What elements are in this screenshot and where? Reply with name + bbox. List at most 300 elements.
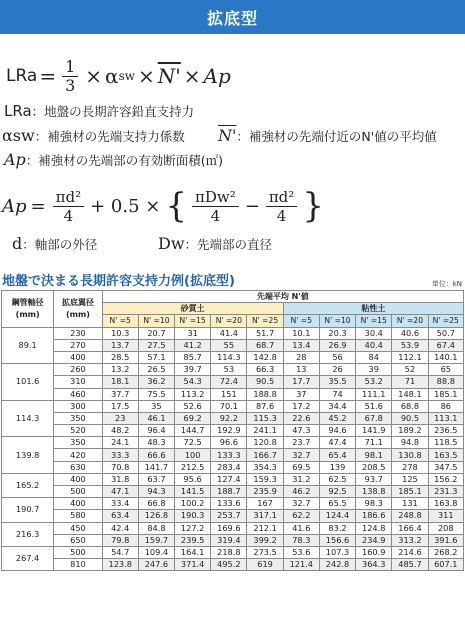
def-d-symbol: d: [12, 234, 23, 253]
capacity-cell: 485.7: [392, 559, 428, 571]
wing-diameter-cell: 400: [54, 498, 102, 510]
wing-diameter-cell: 460: [54, 388, 102, 400]
capacity-cell: 123.8: [102, 559, 138, 571]
capacity-cell: 248.8: [392, 510, 428, 522]
capacity-cell: 96.6: [211, 437, 247, 449]
capacity-cell: 115.3: [247, 412, 283, 424]
def-dw-symbol: Dw: [158, 234, 185, 253]
capacity-cell: 85.7: [175, 351, 211, 363]
capacity-cell: 53.9: [392, 339, 428, 351]
table-row: [2, 351, 464, 363]
capacity-cell: 208.5: [356, 461, 392, 473]
capacity-cell: 235.9: [247, 486, 283, 498]
capacity-cell: 10.1: [283, 327, 319, 339]
capacity-cell: 35.5: [319, 376, 355, 388]
capacity-cell: 71.1: [356, 437, 392, 449]
capacity-cell: 18.1: [102, 376, 138, 388]
capacity-cell: 212.5: [175, 461, 211, 473]
capacity-cell: 120.8: [247, 437, 283, 449]
header-sand-n3: N' =15: [175, 315, 211, 327]
capacity-cell: 192.9: [211, 425, 247, 437]
def-d: [12, 234, 97, 253]
header-n-group: 先端平均 N'値: [102, 291, 463, 303]
header-clay-n3: N' =15: [356, 315, 392, 327]
def-ap-text: ：補強材の先端部の有効断面積(㎡): [25, 153, 224, 168]
capacity-cell: 391.6: [428, 534, 463, 546]
capacity-cell: 26: [319, 364, 355, 376]
capacity-cell: 20.7: [138, 327, 174, 339]
times-sign-1: ×: [85, 64, 103, 88]
capacity-cell: 20.3: [319, 327, 355, 339]
capacity-cell: 65.5: [319, 498, 355, 510]
fraction-denominator: 3: [65, 75, 76, 95]
table-row: [2, 364, 464, 376]
formula2-f1-num: πd²: [53, 188, 84, 207]
capacity-cell: 109.4: [138, 546, 174, 558]
def-dw: [158, 234, 272, 253]
ap-symbol: Ap: [203, 64, 231, 88]
capacity-cell: 141.9: [356, 425, 392, 437]
wing-diameter-cell: 500: [54, 546, 102, 558]
formula2-f3-den: 4: [276, 206, 287, 225]
capacity-cell: 37.7: [102, 388, 138, 400]
capacity-cell: 90.5: [247, 376, 283, 388]
formula-lhs: LRa: [6, 66, 38, 86]
capacity-cell: 62.5: [319, 473, 355, 485]
capacity-cell: 278: [392, 461, 428, 473]
capacity-cell: 98.1: [356, 449, 392, 461]
wing-diameter-cell: 400: [54, 351, 102, 363]
def-ap: [4, 150, 223, 169]
header-sand: 砂質土: [102, 303, 283, 315]
def-ap-symbol: Ap: [4, 150, 26, 169]
table-row: [2, 339, 464, 351]
capacity-cell: 45.2: [319, 412, 355, 424]
capacity-cell: 53.2: [356, 376, 392, 388]
capacity-cell: 188.7: [211, 486, 247, 498]
capacity-cell: 151: [211, 388, 247, 400]
capacity-cell: 87.6: [247, 400, 283, 412]
capacity-cell: 71: [392, 376, 428, 388]
capacity-cell: 51.7: [247, 327, 283, 339]
capacity-cell: 354.3: [247, 461, 283, 473]
capacity-cell: 319.4: [211, 534, 247, 546]
capacity-cell: 218.8: [211, 546, 247, 558]
capacity-cell: 42.4: [102, 522, 138, 534]
capacity-cell: 69.5: [283, 461, 319, 473]
capacity-cell: 166.4: [392, 522, 428, 534]
formula2-f3-num: πd²: [266, 188, 297, 207]
capacity-cell: 133.3: [211, 449, 247, 461]
capacity-cell: 53.6: [283, 546, 319, 558]
capacity-cell: 88.8: [428, 376, 463, 388]
capacity-cell: 13: [283, 364, 319, 376]
capacity-cell: 41.6: [283, 522, 319, 534]
capacity-cell: 163.8: [428, 498, 463, 510]
capacity-cell: 65.4: [319, 449, 355, 461]
capacity-cell: 166.7: [247, 449, 283, 461]
header-clay: 粘性土: [283, 303, 463, 315]
wing-diameter-cell: 270: [54, 339, 102, 351]
nbar-symbol: N': [157, 64, 181, 88]
capacity-cell: 34.4: [319, 400, 355, 412]
capacity-cell: 313.2: [392, 534, 428, 546]
capacity-cell: 156.6: [319, 534, 355, 546]
capacity-cell: 214.6: [392, 546, 428, 558]
def-nbar: [218, 126, 437, 145]
header-sand-n5: N' =25: [247, 315, 283, 327]
pipe-diameter-cell: 139.8: [2, 437, 54, 474]
wing-diameter-cell: 230: [54, 327, 102, 339]
def-asw: [2, 126, 185, 145]
wing-diameter-cell: 520: [54, 425, 102, 437]
header-pipe-diameter: 鋼管軸径 (mm): [2, 291, 54, 328]
capacity-cell: 127.4: [211, 473, 247, 485]
formula2-lhs: Ap: [2, 195, 27, 217]
def-lra-text: ：地盤の長期許容鉛直支持力: [31, 104, 195, 119]
def-nbar-text: ：補強材の先端付近のN'値の平均値: [236, 129, 437, 144]
capacity-cell: 94.6: [319, 425, 355, 437]
wing-diameter-cell: 400: [54, 473, 102, 485]
capacity-cell: 65: [428, 364, 463, 376]
capacity-cell: 92.2: [211, 412, 247, 424]
capacity-cell: 47.3: [283, 425, 319, 437]
capacity-cell: 78.3: [283, 534, 319, 546]
formula-lra: [6, 58, 231, 94]
capacity-cell: 399.2: [247, 534, 283, 546]
table-row: [2, 425, 464, 437]
capacity-cell: 17.2: [283, 400, 319, 412]
capacity-cell: 371.4: [175, 559, 211, 571]
header-sand-n4: N' =20: [211, 315, 247, 327]
def-asw-text: ：補強材の先端支持力係数: [34, 129, 185, 144]
capacity-cell: 140.1: [428, 351, 463, 363]
table-row: [2, 546, 464, 558]
table-row: [2, 327, 464, 339]
wing-diameter-cell: 650: [54, 534, 102, 546]
capacity-cell: 36.2: [138, 376, 174, 388]
capacity-cell: 247.6: [138, 559, 174, 571]
capacity-cell: 185.1: [392, 486, 428, 498]
capacity-cell: 48.2: [102, 425, 138, 437]
capacity-cell: 39.7: [175, 364, 211, 376]
capacity-cell: 55: [211, 339, 247, 351]
capacity-cell: 86: [428, 400, 463, 412]
capacity-cell: 35: [138, 400, 174, 412]
capacity-cell: 139: [319, 461, 355, 473]
formula-eq: =: [39, 64, 57, 88]
formula2-eq: =: [30, 195, 46, 217]
wing-diameter-cell: 310: [54, 376, 102, 388]
formula-ap: [2, 186, 326, 226]
capacity-cell: 112.1: [392, 351, 428, 363]
wing-diameter-cell: 420: [54, 449, 102, 461]
capacity-cell: 47.4: [319, 437, 355, 449]
header-clay-n1: N' =5: [283, 315, 319, 327]
capacity-cell: 47.1: [102, 486, 138, 498]
capacity-cell: 121.4: [283, 559, 319, 571]
capacity-cell: 619: [247, 559, 283, 571]
capacity-cell: 212.1: [247, 522, 283, 534]
capacity-cell: 93.7: [356, 473, 392, 485]
formula2-f1-den: 4: [63, 206, 74, 225]
capacity-cell: 94.3: [138, 486, 174, 498]
capacity-cell: 26.9: [319, 339, 355, 351]
capacity-cell: 10.3: [102, 327, 138, 339]
capacity-cell: 124.8: [356, 522, 392, 534]
table-row: [2, 473, 464, 485]
table-row: [2, 449, 464, 461]
capacity-cell: 67.4: [428, 339, 463, 351]
capacity-cell: 130.8: [392, 449, 428, 461]
capacity-cell: 54.3: [175, 376, 211, 388]
left-brace-icon: {: [165, 186, 187, 226]
capacity-cell: 90.5: [392, 412, 428, 424]
capacity-cell: 95.6: [175, 473, 211, 485]
table-row: [2, 412, 464, 424]
capacity-cell: 66.6: [138, 449, 174, 461]
table-row: [2, 376, 464, 388]
capacity-cell: 142.8: [247, 351, 283, 363]
capacity-cell: 169.6: [211, 522, 247, 534]
header-sand-n2: N' =10: [138, 315, 174, 327]
capacity-cell: 96.4: [138, 425, 174, 437]
capacity-cell: 70.1: [211, 400, 247, 412]
capacity-cell: 62.2: [283, 510, 319, 522]
capacity-cell: 607.1: [428, 559, 463, 571]
capacity-cell: 67.8: [356, 412, 392, 424]
capacity-cell: 273.5: [247, 546, 283, 558]
capacity-cell: 364.3: [356, 559, 392, 571]
capacity-cell: 51.6: [356, 400, 392, 412]
capacity-cell: 13.2: [102, 364, 138, 376]
capacity-cell: 40.4: [356, 339, 392, 351]
capacity-cell: 133.6: [211, 498, 247, 510]
table-row: [2, 559, 464, 571]
capacity-cell: 63.7: [138, 473, 174, 485]
table-row: [2, 437, 464, 449]
capacity-cell: 70.8: [102, 461, 138, 473]
capacity-cell: 98.3: [356, 498, 392, 510]
capacity-cell: 242.8: [319, 559, 355, 571]
wing-diameter-cell: 450: [54, 522, 102, 534]
capacity-cell: 159.7: [138, 534, 174, 546]
capacity-cell: 107.3: [319, 546, 355, 558]
capacity-cell: 144.7: [175, 425, 211, 437]
capacity-cell: 283.4: [211, 461, 247, 473]
formula2-f2-den: 4: [210, 206, 221, 225]
capacity-cell: 27.5: [138, 339, 174, 351]
capacity-cell: 113.2: [175, 388, 211, 400]
wing-diameter-cell: 350: [54, 412, 102, 424]
capacity-cell: 111.1: [356, 388, 392, 400]
capacity-cell: 231.3: [428, 486, 463, 498]
capacity-cell: 46.2: [283, 486, 319, 498]
formula2-fraction-1: [53, 188, 84, 225]
capacity-cell: 189.2: [392, 425, 428, 437]
capacity-cell: 74: [319, 388, 355, 400]
unit-label: 単位：kN: [431, 280, 462, 288]
capacity-cell: 208: [428, 522, 463, 534]
capacity-cell: 63.4: [102, 510, 138, 522]
capacity-cell: 188.8: [247, 388, 283, 400]
capacity-cell: 94.8: [392, 437, 428, 449]
capacity-cell: 239.5: [175, 534, 211, 546]
page-banner: [0, 0, 465, 34]
capacity-cell: 138.8: [356, 486, 392, 498]
table-row: [2, 510, 464, 522]
pipe-diameter-cell: 89.1: [2, 327, 54, 364]
capacity-cell: 13.7: [102, 339, 138, 351]
capacity-cell: 54.7: [102, 546, 138, 558]
capacity-cell: 92.5: [319, 486, 355, 498]
capacity-cell: 22.6: [283, 412, 319, 424]
capacity-cell: 84: [356, 351, 392, 363]
capacity-cell: 141.5: [175, 486, 211, 498]
capacity-cell: 33.4: [102, 498, 138, 510]
capacity-cell: 124.4: [319, 510, 355, 522]
capacity-cell: 66.3: [247, 364, 283, 376]
capacity-cell: 32.7: [283, 498, 319, 510]
pipe-diameter-cell: 190.7: [2, 498, 54, 522]
table-row: [2, 486, 464, 498]
capacity-cell: 100.2: [175, 498, 211, 510]
wing-diameter-cell: 300: [54, 400, 102, 412]
header-clay-n2: N' =10: [319, 315, 355, 327]
capacity-cell: 253.7: [211, 510, 247, 522]
capacity-cell: 23.7: [283, 437, 319, 449]
capacity-cell: 13.4: [283, 339, 319, 351]
table-row: [2, 388, 464, 400]
capacity-cell: 495.2: [211, 559, 247, 571]
capacity-cell: 52: [392, 364, 428, 376]
capacity-cell: 40.6: [392, 327, 428, 339]
capacity-cell: 268.2: [428, 546, 463, 558]
capacity-cell: 234.9: [356, 534, 392, 546]
def-nbar-symbol: N': [218, 126, 237, 145]
capacity-cell: 46.1: [138, 412, 174, 424]
capacity-cell: 72.5: [175, 437, 211, 449]
capacity-cell: 118.5: [428, 437, 463, 449]
formula2-f2-num: πDw²: [192, 188, 239, 207]
capacity-cell: 167: [247, 498, 283, 510]
capacity-cell: 17.7: [283, 376, 319, 388]
wing-diameter-cell: 810: [54, 559, 102, 571]
alpha-symbol: α: [105, 64, 119, 88]
header-sand-n1: N' =5: [102, 315, 138, 327]
capacity-cell: 69.2: [175, 412, 211, 424]
capacity-cell: 57.1: [138, 351, 174, 363]
header-clay-n4: N' =20: [392, 315, 428, 327]
capacity-cell: 68.7: [247, 339, 283, 351]
capacity-cell: 347.5: [428, 461, 463, 473]
capacity-cell: 33.3: [102, 449, 138, 461]
def-lra: [4, 102, 194, 120]
capacity-table: [1, 290, 464, 571]
pipe-diameter-cell: 101.6: [2, 364, 54, 401]
def-d-text: ：軸部の外径: [22, 237, 98, 252]
formula-fraction: [62, 58, 78, 95]
section-title: 地盤で決まる長期許容支持力例(拡底型): [2, 274, 235, 289]
capacity-cell: 31: [175, 327, 211, 339]
capacity-cell: 32.7: [283, 449, 319, 461]
capacity-cell: 28.5: [102, 351, 138, 363]
table-row: [2, 522, 464, 534]
capacity-cell: 164.1: [175, 546, 211, 558]
table-row: [2, 534, 464, 546]
capacity-cell: 31.2: [283, 473, 319, 485]
capacity-cell: 79.8: [102, 534, 138, 546]
capacity-cell: 311: [428, 510, 463, 522]
wing-diameter-cell: 500: [54, 486, 102, 498]
capacity-cell: 39: [356, 364, 392, 376]
capacity-cell: 125: [392, 473, 428, 485]
capacity-cell: 48.3: [138, 437, 174, 449]
capacity-cell: 30.4: [356, 327, 392, 339]
wing-diameter-cell: 260: [54, 364, 102, 376]
capacity-cell: 17.5: [102, 400, 138, 412]
header-clay-n5: N' =25: [428, 315, 463, 327]
capacity-cell: 28: [283, 351, 319, 363]
pipe-diameter-cell: 165.2: [2, 473, 54, 497]
header-wing-diameter: 拡底翼径 (mm): [54, 291, 102, 328]
times-sign-2: ×: [138, 64, 155, 88]
capacity-cell: 100: [175, 449, 211, 461]
capacity-cell: 66.8: [138, 498, 174, 510]
capacity-cell: 113.1: [428, 412, 463, 424]
capacity-cell: 83.2: [319, 522, 355, 534]
pipe-diameter-cell: 216.3: [2, 522, 54, 546]
def-lra-symbol: LRa: [4, 102, 32, 120]
pipe-diameter-cell: 114.3: [2, 400, 54, 437]
capacity-cell: 56: [319, 351, 355, 363]
capacity-cell: 72.4: [211, 376, 247, 388]
capacity-cell: 127.2: [175, 522, 211, 534]
fraction-numerator: 1: [62, 58, 78, 77]
capacity-cell: 159.3: [247, 473, 283, 485]
wing-diameter-cell: 580: [54, 510, 102, 522]
table-row: [2, 461, 464, 473]
capacity-cell: 26.5: [138, 364, 174, 376]
times-sign-3: ×: [183, 64, 201, 88]
capacity-cell: 317.1: [247, 510, 283, 522]
capacity-cell: 37: [283, 388, 319, 400]
capacity-cell: 160.9: [356, 546, 392, 558]
table-row: [2, 498, 464, 510]
capacity-cell: 126.8: [138, 510, 174, 522]
formula2-minus: −: [244, 195, 260, 217]
capacity-cell: 185.1: [428, 388, 463, 400]
capacity-cell: 41.4: [211, 327, 247, 339]
capacity-cell: 31.8: [102, 473, 138, 485]
capacity-cell: 241.1: [247, 425, 283, 437]
alpha-subscript: sw: [118, 69, 135, 83]
wing-diameter-cell: 630: [54, 461, 102, 473]
capacity-cell: 84.8: [138, 522, 174, 534]
page-title: 拡底型: [206, 8, 258, 28]
capacity-cell: 68.8: [392, 400, 428, 412]
table-row: [2, 400, 464, 412]
capacity-cell: 190.3: [175, 510, 211, 522]
capacity-cell: 52.6: [175, 400, 211, 412]
formula2-fraction-2: [192, 188, 239, 225]
capacity-cell: 24.1: [102, 437, 138, 449]
def-asw-symbol: αsw: [2, 126, 35, 145]
pipe-diameter-cell: 267.4: [2, 546, 54, 570]
capacity-cell: 131: [392, 498, 428, 510]
def-dw-text: ：先端部の直径: [184, 237, 273, 252]
capacity-cell: 141.7: [138, 461, 174, 473]
